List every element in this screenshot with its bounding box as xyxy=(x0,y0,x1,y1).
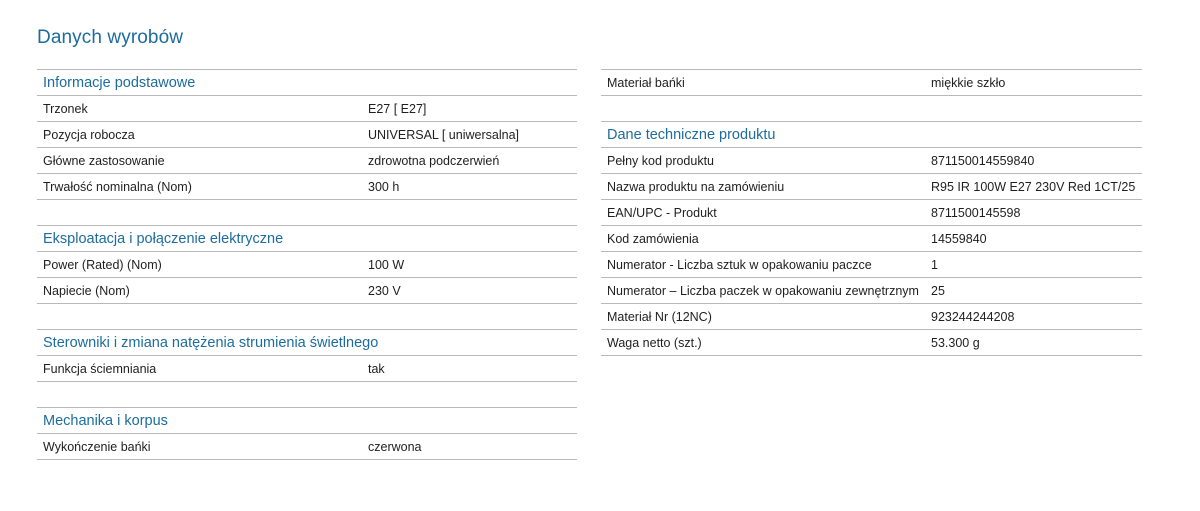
spec-label: Materiał bańki xyxy=(607,75,685,90)
spec-row xyxy=(601,69,1142,95)
spec-value: R95 IR 100W E27 230V Red 1CT/25 xyxy=(931,179,1136,194)
spec-row xyxy=(37,277,577,303)
spec-row xyxy=(601,173,1142,199)
spec-value: E27 [ E27] xyxy=(368,101,427,116)
section-spacer xyxy=(37,381,577,407)
spec-row xyxy=(601,147,1142,173)
spec-value: 230 V xyxy=(368,283,401,298)
spec-value: tak xyxy=(368,361,385,376)
spec-label: Numerator - Liczba sztuk w opakowaniu paczce xyxy=(607,257,872,272)
spec-label: Pozycja robocza xyxy=(43,127,135,142)
spec-value: 1 xyxy=(931,257,938,272)
right-spec-column xyxy=(601,69,1142,356)
spec-value: 14559840 xyxy=(931,231,987,246)
spec-row xyxy=(601,329,1142,355)
section-header-dimming: Sterowniki i zmiana natężenia strumienia świetlnego xyxy=(37,329,577,355)
spec-label: Kod zamówienia xyxy=(607,231,699,246)
spec-label: EAN/UPC - Produkt xyxy=(607,205,717,220)
spec-row xyxy=(37,433,577,459)
section-spacer xyxy=(37,199,577,225)
spec-row xyxy=(37,251,577,277)
table-end-line xyxy=(37,459,577,460)
spec-value: 53.300 g xyxy=(931,335,980,350)
spec-row xyxy=(37,173,577,199)
spec-value: 25 xyxy=(931,283,945,298)
spec-value: 300 h xyxy=(368,179,400,194)
spec-value: 100 W xyxy=(368,257,405,272)
spec-label: Nazwa produktu na zamówieniu xyxy=(607,179,785,194)
spec-value: 923244244208 xyxy=(931,309,1015,324)
spec-row xyxy=(601,303,1142,329)
spec-label: Trzonek xyxy=(43,101,88,116)
section-header-electrical: Eksploatacja i połączenie elektryczne xyxy=(37,225,577,251)
spec-label: Pełny kod produktu xyxy=(607,153,715,168)
spec-label: Numerator – Liczba paczek w opakowaniu zewnętrznym xyxy=(607,283,919,298)
section-header-mechanics: Mechanika i korpus xyxy=(37,407,577,433)
spec-row xyxy=(601,277,1142,303)
spec-row xyxy=(601,199,1142,225)
spec-value: miękkie szkło xyxy=(931,75,1006,90)
spec-label: Główne zastosowanie xyxy=(43,153,165,168)
spec-label: Power (Rated) (Nom) xyxy=(43,257,162,272)
left-spec-column xyxy=(37,69,577,460)
section-spacer xyxy=(37,303,577,329)
spec-label: Funkcja ściemniania xyxy=(43,361,157,376)
spec-value: 8711500145598 xyxy=(931,205,1021,220)
spec-row xyxy=(37,95,577,121)
spec-label: Napiecie (Nom) xyxy=(43,283,130,298)
table-end-line xyxy=(601,355,1142,356)
section-header-technical-data: Dane techniczne produktu xyxy=(601,121,1142,147)
spec-row xyxy=(601,251,1142,277)
spec-label: Wykończenie bańki xyxy=(43,439,151,454)
spec-label: Trwałość nominalna (Nom) xyxy=(43,179,192,194)
spec-value: 871150014559840 xyxy=(931,153,1035,168)
spec-row xyxy=(37,121,577,147)
page-title: Danych wyrobów xyxy=(37,27,184,48)
section-spacer xyxy=(601,95,1142,121)
spec-value: UNIVERSAL [ uniwersalna] xyxy=(368,127,519,142)
spec-label: Materiał Nr (12NC) xyxy=(607,309,712,324)
section-header-basic-info: Informacje podstawowe xyxy=(37,69,577,95)
spec-row xyxy=(37,147,577,173)
spec-value: czerwona xyxy=(368,439,422,454)
spec-row xyxy=(601,225,1142,251)
spec-value: zdrowotna podczerwień xyxy=(368,153,500,168)
spec-label: Waga netto (szt.) xyxy=(607,335,702,350)
spec-row xyxy=(37,355,577,381)
